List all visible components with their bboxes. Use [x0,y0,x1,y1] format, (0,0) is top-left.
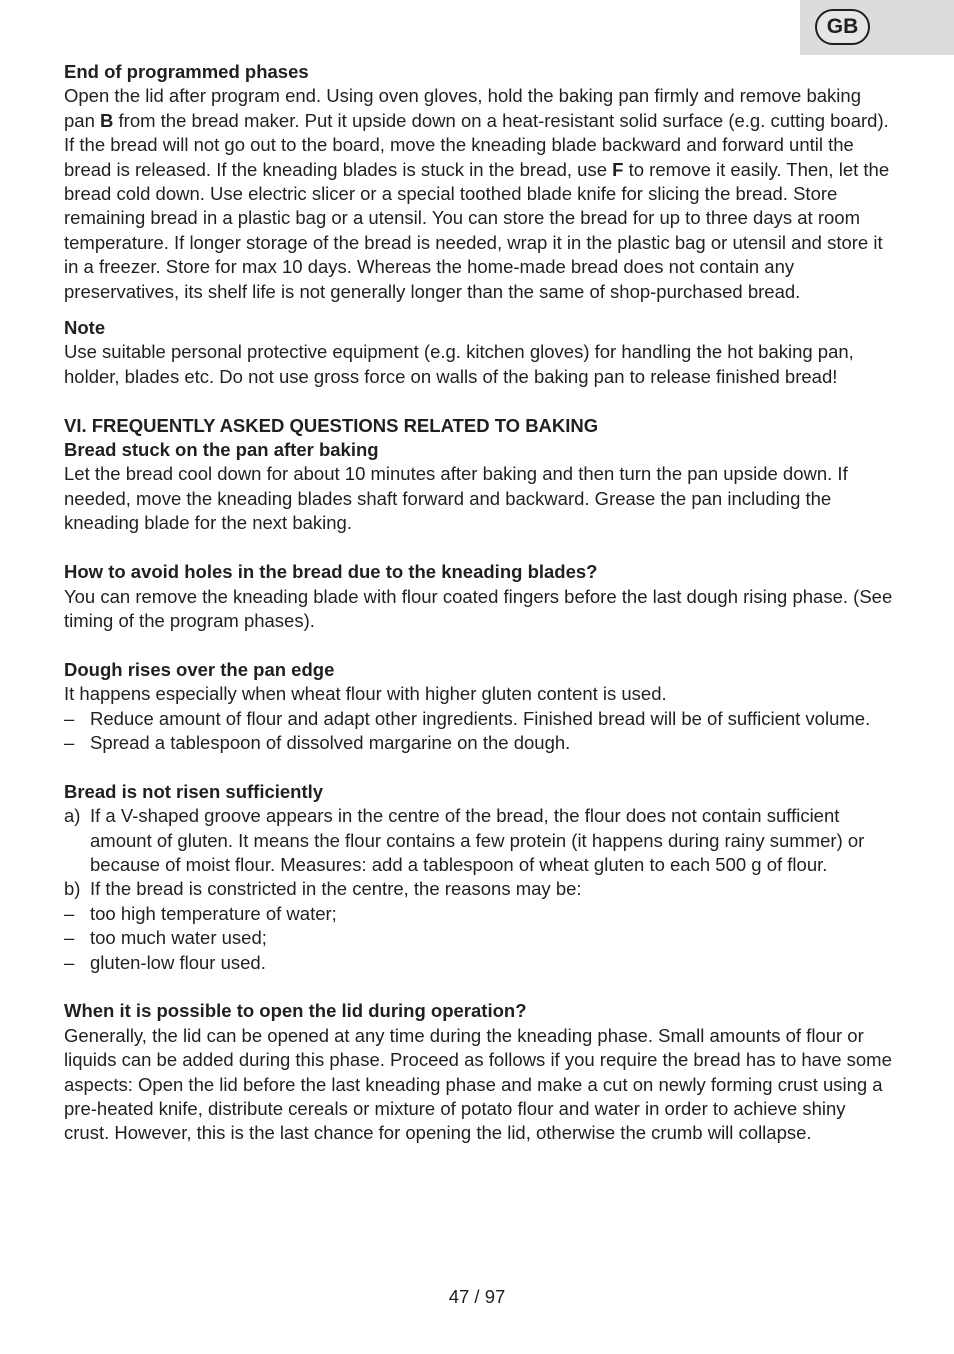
list-item: a) If a V-shaped groove appears in the centre of the bread, the flour does not contain sufficient amount of gluten. It means the flour contains a few protein (it happens during rainy summer) or because of moist flour. Measures: add a tablespoon of wheat gluten to each 500 g of flour. [64,805,865,875]
language-tab [800,0,954,55]
stuck-text: Let the bread cool down for about 10 minutes after baking and then turn the pan upside down. If needed, move the kneading blades shaft forward and backward. Grease the pan including the kneading blade for the next baking. [64,463,848,534]
rises-text: It happens especially when wheat flour with higher gluten content is used. [64,683,667,705]
page-number: 47 / 97 [448,1286,506,1307]
faq-heading: VI. FREQUENTLY ASKED QUESTIONS RELATED TO BAKING [64,414,599,436]
list-item: – too much water used; [64,927,267,949]
list-item: b) If the bread is constricted in the centre, the reasons may be: [64,878,582,900]
list-item: – Reduce amount of flour and adapt other ingredients. Finished bread will be of sufficient volume. [64,707,871,729]
list-item: – too high temperature of water; [64,902,337,924]
stuck-heading: Bread stuck on the pan after baking [64,439,379,461]
list-item: – gluten-low flour used. [64,951,266,973]
holes-heading: How to avoid holes in the bread due to the kneading blades? [64,561,598,583]
rises-heading: Dough rises over the pan edge [64,658,335,680]
document-body [64,60,894,1146]
language-badge: GB [815,9,870,45]
list-item: – Spread a tablespoon of dissolved margarine on the dough. [64,731,571,753]
lid-heading: When it is possible to open the lid during operation? [64,1000,527,1022]
end-of-phases-text: Open the lid after program end. Using oven gloves, hold the baking pan firmly and remove baking pan B from the bread maker. Put it upside down on a heat-resistant solid surface (e.g. cutting board). If the bread will not go out to the board, move the kneading blade backward and forward until the bread is released. If the kneading blades is stuck in the bread, use F to remove it easily. Then, let the bread cold down. Use electric slicer or a special toothed blade knife for slicing the bread. Store remaining bread in a plastic bag or a utensil. You can store the bread for up to three days at room temperature. If longer storage of the bread is needed, wrap it in the plastic bag or utensil and store it in a freezer. Store for max 10 days. Whereas the home-made bread does not contain any preservatives, its shelf life is not generally longer than the same of shop-purchased bread. [64,85,890,302]
note-text: Use suitable personal protective equipment (e.g. kitchen gloves) for handling the hot baking pan, holder, blades etc. Do not use gross force on walls of the baking pan to release finished bread! [64,341,854,387]
not-risen-heading: Bread is not risen sufficiently [64,780,324,802]
note-heading: Note [64,317,106,339]
end-of-phases-heading: End of programmed phases [64,61,309,82]
holes-text: You can remove the kneading blade with flour coated fingers before the last dough rising phase. (See timing of the program phases). [64,585,893,631]
lid-text: Generally, the lid can be opened at any time during the kneading phase. Small amounts of flour or liquids can be added during this phase. Proceed as follows if you require the bread has to have some aspects: Open the lid before the last kneading phase and make a cut on newly forming crust using a pre-heated knife, distribute cereals or mixture of potato flour and water in order to achieve shiny crust. However, this is the last chance for opening the lid, otherwise the crumb will collapse. [64,1024,892,1144]
